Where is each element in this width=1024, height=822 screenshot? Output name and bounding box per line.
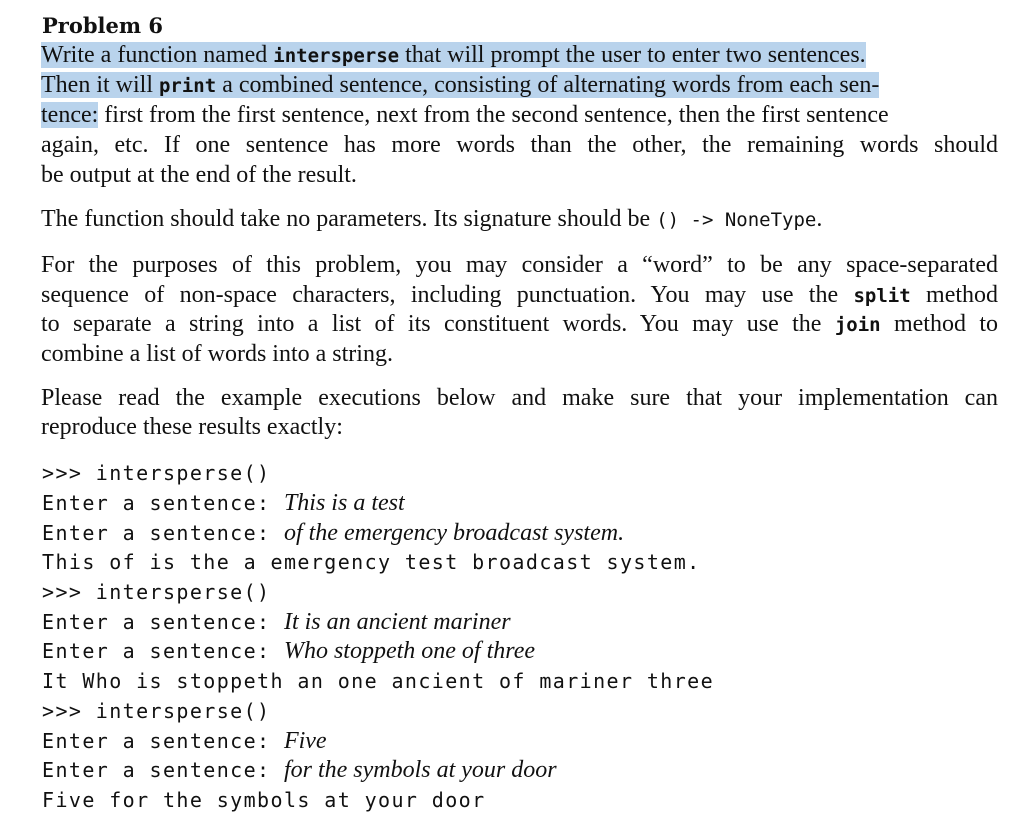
example2-input1: Enter a sentence: It is an ancient mariner: [42, 609, 511, 635]
example2-input2: Enter a sentence: Who stoppeth one of three: [42, 638, 536, 664]
example1-input1: Enter a sentence: This is a test: [42, 490, 405, 516]
para1-line4: again, etc. If one sentence has more words than the other, the remaining words should: [41, 132, 998, 158]
example3-input1: Enter a sentence: Five: [42, 728, 327, 754]
para3-line2: sequence of non-space characters, including punctuation. You may use the split method: [41, 282, 999, 308]
join-code: join: [834, 314, 881, 336]
example1-call: >>> intersperse(): [42, 461, 271, 485]
para3-line1: For the purposes of this problem, you may consider a “word” to be any space-separated: [41, 252, 998, 278]
function-name-code: intersperse: [273, 45, 400, 67]
example2-output: It Who is stoppeth an one ancient of mariner three: [42, 669, 715, 693]
split-code: split: [853, 285, 911, 307]
para1-line3: tence: first from the first sentence, next from the second sentence, then the first sentence: [41, 102, 889, 128]
para1-line5: be output at the end of the result.: [41, 162, 357, 188]
example3-call: >>> intersperse(): [42, 699, 271, 723]
para2-line1: The function should take no parameters. Its signature should be () -> NoneType.: [41, 206, 823, 232]
para1-line2: [41, 70, 998, 100]
highlight: Then it will print a combined sentence, consisting of alternating words from each sen-: [41, 72, 880, 98]
highlight: Write a function named intersperse that will prompt the user to enter two sentences.: [41, 42, 866, 68]
signature-code: () -> NoneType: [656, 209, 817, 231]
para3-line3: to separate a string into a list of its constituent words. You may use the join method to: [41, 311, 999, 337]
example3-input2: Enter a sentence: for the symbols at your door: [42, 757, 557, 783]
highlight: tence:: [41, 102, 99, 128]
problem-title: Problem 6: [42, 13, 164, 38]
example2-call: >>> intersperse(): [42, 580, 271, 604]
print-code: print: [158, 75, 217, 97]
example3-output: Five for the symbols at your door: [42, 788, 486, 812]
para4-line1: Please read the example executions below and make sure that your implementation can: [41, 385, 998, 411]
example1-output: This of is the a emergency test broadcast system.: [42, 550, 701, 574]
para1-line1: [41, 40, 998, 70]
para3-line4: combine a list of words into a string.: [41, 341, 393, 367]
example1-input2: Enter a sentence: of the emergency broadcast system.: [42, 520, 625, 546]
para4-line2: reproduce these results exactly:: [41, 414, 343, 440]
